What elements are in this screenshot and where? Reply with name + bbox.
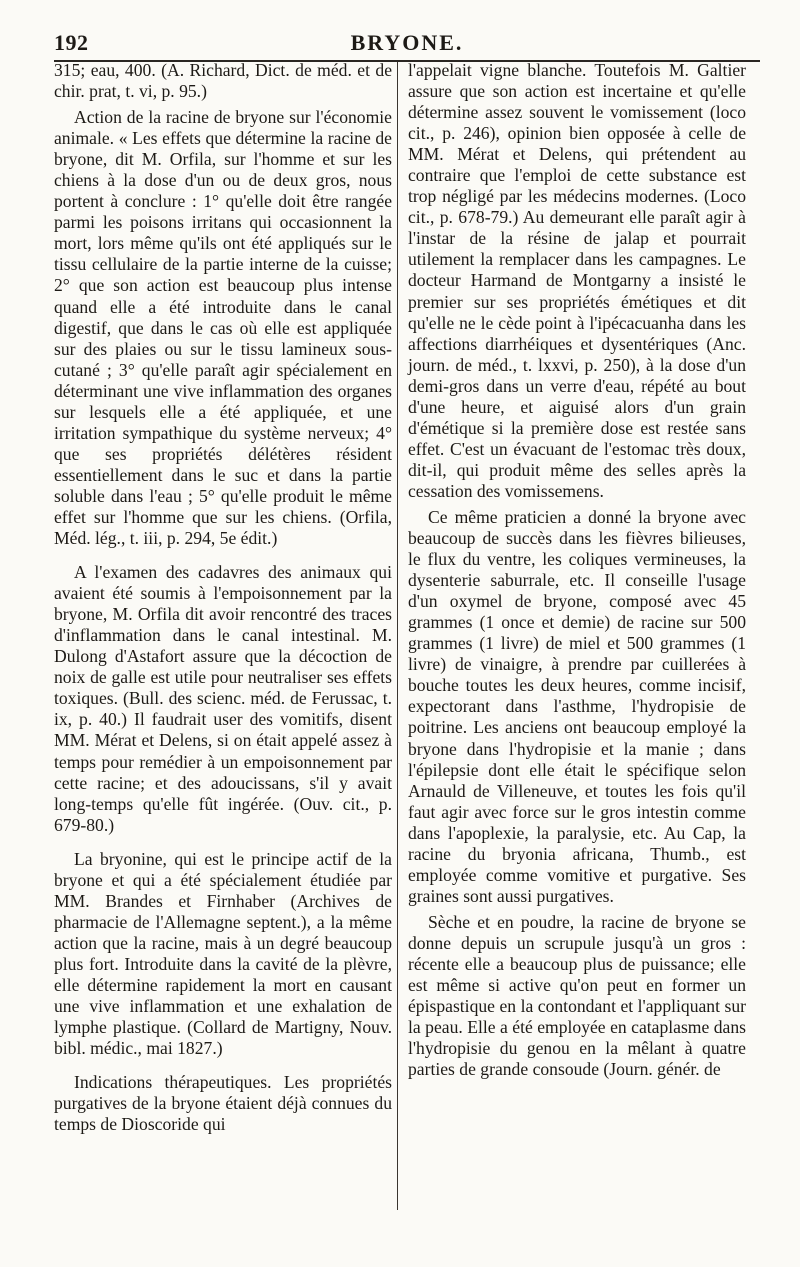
paragraph-action-economie-animale: Action de la racine de bryone sur l'économie animale. « Les effets que détermine la racine de bryone, dit M. Orfila, sur l'homme et sur les chiens à la dose d'un ou de deux gros, nous portent à conclure : 1° qu'elle doit être rangée parmi les poisons irritans qui occasionnent la mort, lors même qu'ils ont été appliqués sur le tissu cellulaire de la partie interne de la cuisse; 2° que son action est beaucoup plus intense quand elle a été introduite dans le canal digestif, que dans le cas où elle est appliquée sur des plaies ou sur le tissu lamineux sous-cutané ; 3° qu'elle paraît agir spécialement en déterminant une vive inflammation des organes sur lesquels elle a été appliquée, et une irritation sympathique du système nerveux; 4° que ses propriétés délétères résident essentiellement dans le suc et dans la partie soluble dans l'eau ; 5° qu'elle produit le même effet sur l'homme que sur les chiens. (Orfila, Méd. lég., t. iii, p. 294, 5e édit.) (54, 107, 392, 549)
column-divider (397, 62, 398, 1210)
paragraph-seche-en-poudre: Sèche et en poudre, la racine de bryone se donne depuis un scrupule jusqu'à un gros : récente elle a beaucoup plus de puissance; elle est même si active qu'on peut en former un épispastique en la contondant et l'appliquant sur la peau. Elle a été employée en cataplasme dans l'hydropisie du genou en la mêlant à quatre parties de grande consoude (Journ. génér. de (408, 911, 746, 1080)
page-header (54, 28, 760, 62)
page-number: 192 (54, 30, 89, 55)
left-column (54, 60, 392, 1135)
right-column (408, 60, 746, 1080)
paragraph-indications-therapeutiques: Indications thérapeutiques. Les propriétés purgatives de la bryone étaient déjà connues du temps de Dioscoride qui (54, 1072, 392, 1135)
paragraph-examen-cadavres: A l'examen des cadavres des animaux qui avaient été soumis à l'empoisonnement par la bryone, M. Orfila dit avoir rencontré des traces d'inflammation dans le canal intestinal. M. Dulong d'Astafort assure que la décoction de noix de galle est utile pour neutraliser ses effets toxiques. (Bull. des scienc. méd. de Ferussac, t. ix, p. 40.) Il faudrait user des vomitifs, disent MM. Mérat et Delens, si on était appelé assez à temps pour remédier à un empoisonnement par cette racine; et des adoucissans, s'il y avait long-temps qu'elle fût ingérée. (Ouv. cit., p. 679-80.) (54, 562, 392, 835)
paragraph-meme-praticien: Ce même praticien a donné la bryone avec beaucoup de succès dans les fièvres bilieuses, le flux du ventre, les coliques vermineuses, la dysenterie saburrale, etc. Il conseille l'usage d'un oxymel de bryone, composé avec 45 grammes (1 once et demie) de racine sur 500 grammes (1 livre) de miel et 500 grammes (1 livre) de vinaigre, à prendre par cuillerées à bouche toutes les deux heures, comme incisif, expectorant dans l'asthme, l'hydropisie de poitrine. Les anciens ont beaucoup employé la bryone dans l'hydropisie et la manie ; dans l'épilepsie dont elle était le spécifique selon Arnauld de Villeneuve, et toutes les fois qu'il faut agir avec force sur le gros intestin comme dans l'apoplexie, la paralysie, etc. Au Cap, la racine du bryonia africana, Thumb., est employée comme vomitive et purgative. Ses graines sont aussi purgatives. (408, 506, 746, 906)
paragraph-bryonine: La bryonine, qui est le principe actif de la bryone et qui a été spécialement étudiée par MM. Brandes et Firnhaber (Archives de pharmacie de l'Allemagne septent.), a la même action que la racine, mais à un degré beaucoup plus fort. Introduite dans la cavité de la plèvre, elle détermine rapidement la mort en causant une vive inflammation et une exhalation de lymphe plastique. (Collard de Martigny, Nouv. bibl. médic., mai 1827.) (54, 848, 392, 1059)
paragraph-dose-continuation: 315; eau, 400. (A. Richard, Dict. de méd. et de chir. prat, t. vi, p. 95.) (54, 60, 392, 102)
paragraph-vigne-blanche: l'appelait vigne blanche. Toutefois M. Galtier assure que son action est incertaine et qu'elle détermine assez souvent le vomissement (loco cit., p. 246), opinion bien opposée à celle de MM. Mérat et Delens, qui prétendent au contraire que l'emploi de cette substance est trop négligé par les médecins modernes. (Loco cit., p. 678-79.) Au demeurant elle paraît agir à l'instar de la résine de jalap et pourrait utilement la remplacer dans les campagnes. Le docteur Harmand de Montgarny a insisté le premier sur ses propriétés émétiques et dit qu'elle ne le cède point à l'ipécacuanha dans les affections diarrhéiques et dysentériques (Anc. journ. de méd., t. lxxvi, p. 250), à la dose d'un demi-gros dans un verre d'eau, répété au bout d'une heure, et aiguisé alors d'un grain d'émétique si la première dose est restée sans effet. C'est un évacuant de l'estomac très doux, dit-il, qui produit même des selles après la cessation des vomissemens. (408, 60, 746, 501)
running-title: BRYONE. (350, 30, 464, 55)
